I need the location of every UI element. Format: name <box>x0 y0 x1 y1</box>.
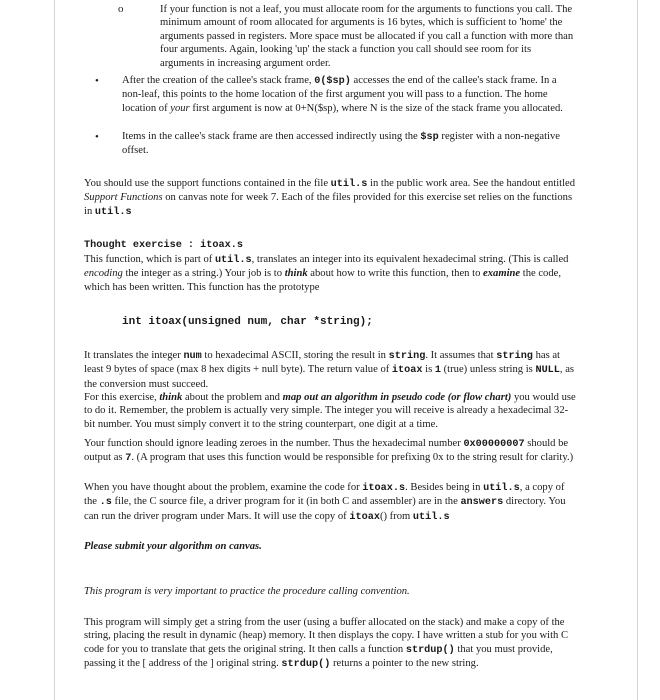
page-edge-right <box>637 0 638 700</box>
sub-bullet-marker: o <box>118 3 124 15</box>
support-functions-paragraph: You should use the support functions contained in the file util.s in the public work area. See the handout entitled Support Functions on canvas note for week 7. Each of the files provided for this exercise set relies on the functions in util.s <box>84 178 576 218</box>
bullet-marker: • <box>95 75 99 87</box>
bullet-item-sp-offset: Items in the callee's stack frame are then accessed indirectly using the $sp register with a non-negative offset. <box>122 131 560 157</box>
submit-instruction: Please submit your algorithm on canvas. <box>84 541 262 552</box>
examine-code-paragraph: When you have thought about the problem, examine the code for itoax.s. Besides being in util.s, a copy of the .s file, the C source file, a driver program for it (in both C and assembler) are in the answers directory. You can run the driver program under Mars. It will use the copy of itoax() from util.s <box>84 482 566 523</box>
leading-zeroes-paragraph: Your function should ignore leading zeroes in the number. Thus the hexadecimal number 0x00000007 should be output as 7. (A program that uses this function would be responsible for prefixing 0x to the string result for clarity.) <box>84 438 574 465</box>
bullet-item-argument-space: If your function is not a leaf, you must allocate room for the arguments to functions you call. The minimum amount of room allocated for arguments is 16 bytes, which is sufficient to 'home' the arguments passed in registers. More space must be allocated if you call a function with more than four arguments. Again, looking 'up' the stack a function you call should see room for its arguments in increasing argument order. <box>160 4 574 69</box>
procedure-calling-note: This program is very important to practice the procedure calling convention. <box>84 586 410 597</box>
page-edge-left <box>54 0 55 700</box>
strdup-program-paragraph: This program will simply get a string from the user (using a buffer allocated on the stack) and make a copy of the string, placing the result in dynamic (heap) memory. It then displays the copy. I have written a stub for you with C code for you to translate that gets the original string. It then calls a function strdup() that you must provide, passing it the [ address of the ] original string. strdup() returns a pointer to the new string. <box>84 617 569 671</box>
bullet-marker: • <box>95 131 99 143</box>
itoax-description-paragraph: This function, which is part of util.s, translates an integer into its equivalent hexadecimal string. (This is called encoding the integer as a string.) Your job is to think about how to write this function, then to examine the code, which has been written. This function has the prototype <box>84 254 569 293</box>
algorithm-instructions-paragraph: For this exercise, think about the problem and map out an algorithm in pseudo code (or flow chart) you would use to do it. Remember, the problem is actually very simple. The integer you will receive is already a hexadecimal 32-bit number. You must simply convert it to the string counterpart, one digit at a time. <box>84 392 576 430</box>
thought-exercise-heading: Thought exercise : itoax.s <box>84 240 243 251</box>
bullet-item-stack-frame: After the creation of the callee's stack frame, 0($sp) accesses the end of the callee's stack frame. In a non-leaf, this points to the home location of the first argument you will pass to a function. The home location of your first argument is now at 0+N($sp), where N is the size of the stack frame you allocated. <box>122 75 563 114</box>
itoax-behavior-paragraph: It translates the integer num to hexadecimal ASCII, storing the result in string. It assumes that string has at least 9 bytes of space (max 8 hex digits + null byte). The return value of itoax is 1 (true) unless string is NULL, as the conversion must succeed. <box>84 350 575 390</box>
function-prototype-code: int itoax(unsigned num, char *string); <box>122 316 373 328</box>
